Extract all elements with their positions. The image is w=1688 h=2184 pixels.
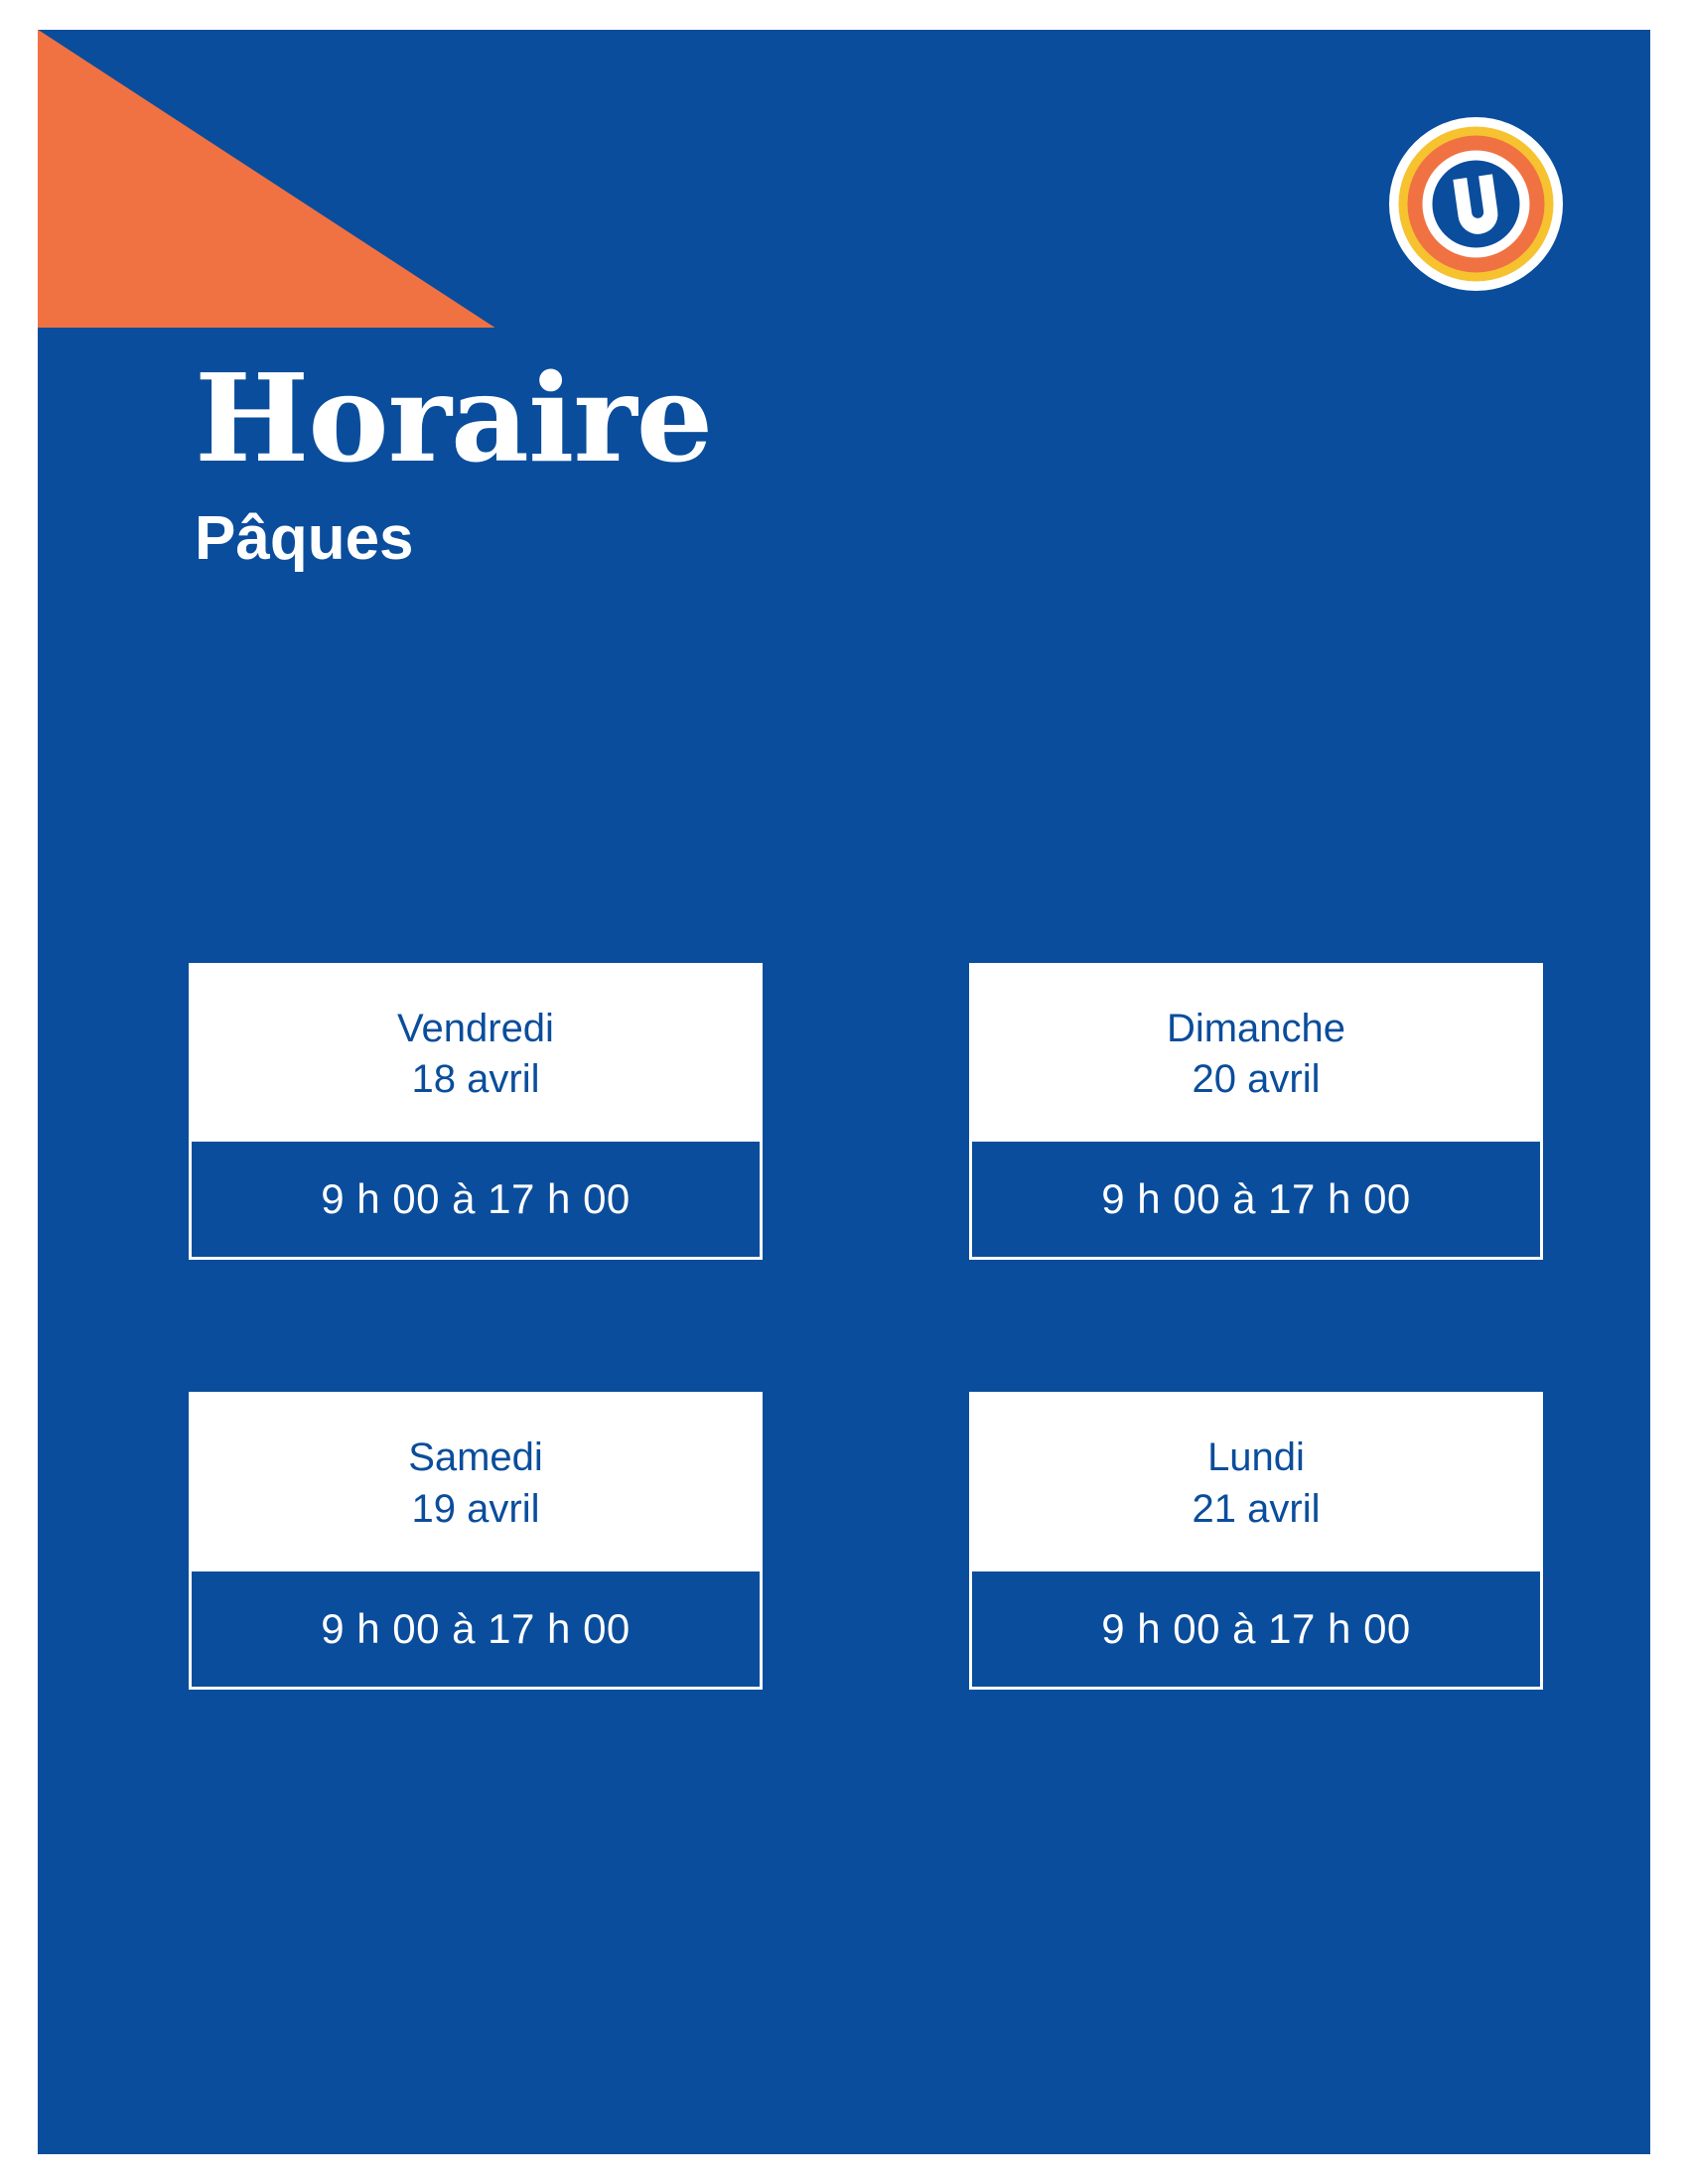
schedule-card-date: 21 avril — [1192, 1486, 1321, 1531]
schedule-card — [969, 1392, 1543, 1689]
schedule-card-header — [972, 1395, 1540, 1568]
title-block — [195, 346, 1287, 573]
schedule-card-header — [192, 1395, 760, 1568]
schedule-card-day: Lundi — [1207, 1435, 1305, 1480]
page-title: Horaire — [195, 346, 713, 489]
schedule-card-header — [192, 966, 760, 1139]
orange-diagonal-corner-decoration — [38, 30, 494, 328]
schedule-card-day: Vendredi — [397, 1007, 554, 1050]
schedule-card-hours: 9 h 00 à 17 h 00 — [972, 1139, 1540, 1257]
schedule-card-date: 18 avril — [411, 1057, 540, 1102]
schedule-card-hours: 9 h 00 à 17 h 00 — [972, 1569, 1540, 1687]
page-subtitle: Pâques — [195, 504, 414, 573]
schedule-card-header — [972, 966, 1540, 1139]
brand-logo — [1389, 117, 1563, 291]
poster-canvas — [38, 30, 1650, 2154]
schedule-card-hours: 9 h 00 à 17 h 00 — [192, 1569, 760, 1687]
schedule-card-day: Dimanche — [1166, 1007, 1346, 1050]
schedule-card-date: 20 avril — [1192, 1057, 1321, 1102]
schedule-card — [189, 1392, 763, 1689]
schedule-card-hours: 9 h 00 à 17 h 00 — [192, 1139, 760, 1257]
schedule-card — [189, 963, 763, 1260]
schedule-card-day: Samedi — [408, 1435, 543, 1480]
schedule-card-date: 19 avril — [411, 1486, 540, 1531]
schedule-card — [969, 963, 1543, 1260]
schedule-grid — [189, 963, 1539, 1690]
